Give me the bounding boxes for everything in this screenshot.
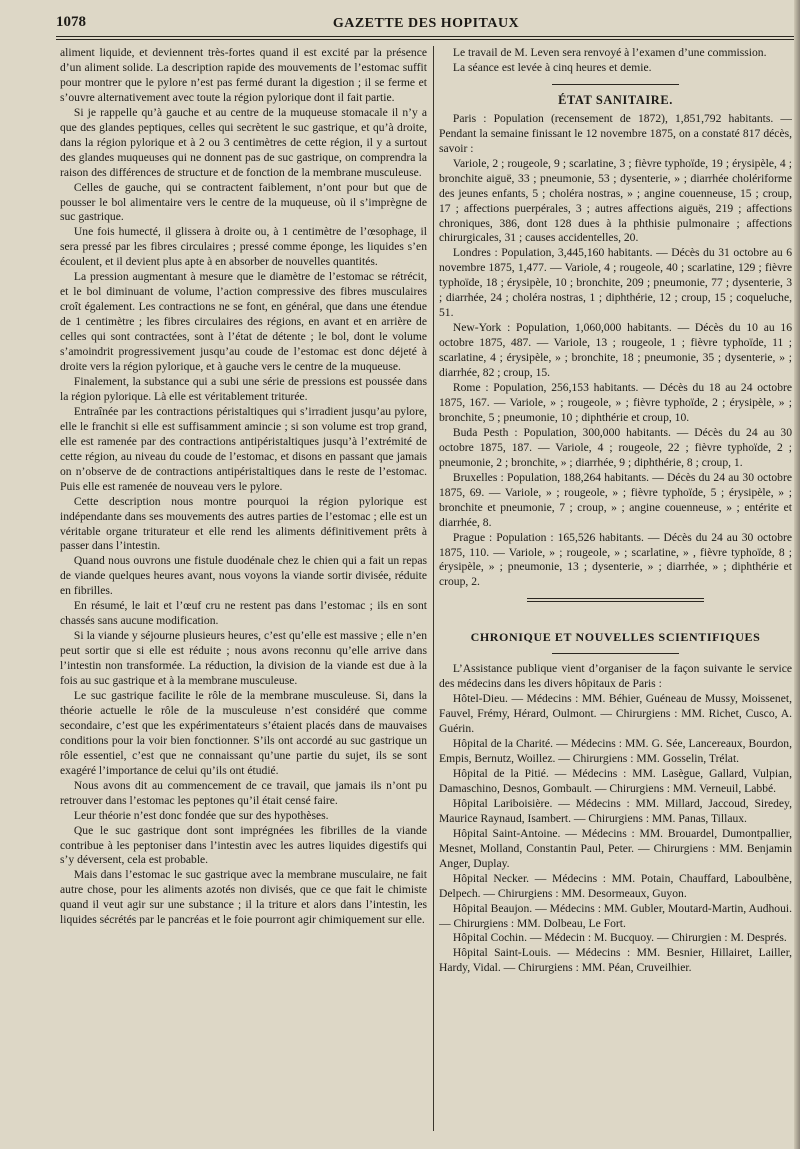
- paragraph: Hôpital de la Pitié. — Médecins : MM. Lasègue, Gallard, Vulpian, Damaschino, Desnos, Gombault. — Chirurgiens : MM. Verneuil, Labbé.: [439, 766, 792, 795]
- paragraph: Variole, 2 ; rougeole, 9 ; scarlatine, 3 ; fièvre typhoïde, 19 ; érysipèle, 4 ; bronchite aiguë, 33 ; pneumonie, 53 ; dysenterie, » ; diarrhée cholériforme des jeunes enfants, 5 ; choléra nostras, » ; angine couenneuse, 15 ; croup, 17 ; affections puerpérales, 3 ; autres affections aiguës, 219 ; affections chroniques, 386, dont 128 dues à la phthisie pulmonaire ; affections chirurgicales, 31 ; causes accidentelles, 20.: [439, 156, 792, 245]
- column-divider: [433, 46, 434, 1131]
- paragraph: Nous avons dit au commencement de ce travail, que jamais ils n’ont pu retrouver dans l’estomac les peptones qu’il était censé faire.: [60, 778, 427, 807]
- header-rule: [56, 36, 796, 37]
- paragraph: Hôpital Beaujon. — Médecins : MM. Gubler, Moutard-Martin, Audhoui. — Chirurgiens : MM. Dolbeau, Le Fort.: [439, 901, 792, 930]
- intro-paragraph: Le travail de M. Leven sera renvoyé à l’examen d’une commission.: [452, 46, 767, 59]
- page-edge-shadow: [794, 0, 800, 1149]
- header-rule-lower: [56, 39, 796, 40]
- right-column: [439, 46, 792, 1136]
- left-column: [60, 46, 427, 1136]
- paragraph: Hôpital Saint-Antoine. — Médecins : MM. Brouardel, Dumontpallier, Mesnet, Molland, Constantin Paul, Peter. — Chirurgiens : MM. Benjamin Anger, Duplay.: [439, 826, 792, 870]
- paragraph: Rome : Population, 256,153 habitants. — Décès du 18 au 24 octobre 1875, 167. — Variole, » ; rougeole, » ; fièvre typhoïde, 2 ; érysipèle, » ; bronchite, 5 ; pneumonie, 10 ; diphthérie et croup, 10.: [439, 381, 792, 424]
- paragraph: Leur théorie n’est donc fondée que sur des hypothèses.: [73, 808, 329, 822]
- paragraph: Hôpital Saint-Louis. — Médecins : MM. Besnier, Hillairet, Lailler, Hardy, Vidal. — Chirurgiens : MM. Péan, Cruveilhier.: [439, 946, 792, 975]
- paragraph: Hôpital Lariboisière. — Médecins : MM. Millard, Jaccoud, Siredey, Maurice Raynaud, Isambert. — Chirurgiens : MM. Panas, Tillaux.: [439, 796, 792, 825]
- paragraph: Hôpital de la Charité. — Médecins : MM. G. Sée, Lancereaux, Bourdon, Empis, Bernutz, Woillez. — Chirurgiens : MM. Gosselin, Trélat.: [439, 737, 792, 766]
- section-separator: [527, 598, 704, 602]
- paragraph: New-York : Population, 1,060,000 habitants. — Décès du 10 au 16 octobre 1875, 487. — Variole, 13 ; rougeole, 1 ; fièvre typhoïde, 11 ; scarlatine, 4 ; érysipèle, » ; bronchite, 18 ; pneumonie, 35 ; dysenterie, » ; diarrhée, 82 ; croup, 15.: [439, 321, 792, 380]
- paragraph: Hôtel-Dieu. — Médecins : MM. Béhier, Guéneau de Mussy, Moissenet, Fauvel, Frémy, Hérard, Oulmont. — Chirurgiens : MM. Richet, Cusco, A. Guérin.: [439, 692, 792, 736]
- spacer: [439, 610, 792, 624]
- paragraph: Si je rappelle qu’à gauche et au centre de la muqueuse stomacale il n’y a que des glandes peptiques, celles qui secrètent le suc gastrique, et qu’à droite, dans la région pylorique et à 2 ou 3 centimètres de cette région, il y a surtout des glandes muqueuses qui ne donnent pas de suc gastrique, on comprendra la raison des différences de structure et de fonction de la membrane musculeuse.: [60, 105, 427, 179]
- page-header: [56, 14, 796, 34]
- paragraph: En résumé, le lait et l’œuf cru ne restent pas dans l’estomac ; ils en sont chassés sans aucune modification.: [60, 599, 427, 628]
- paragraph: Mais dans l’estomac le suc gastrique avec la membrane musculaire, ne fait autre chose, pour les aliments azotés non divisés, que ce que fait le chimiste quand il veut agir sur une substance ; il la triture et alors dans l’intestin, les liquides sécrétés par le pancréas et le foie pourront agir chimiquement sur elle.: [60, 868, 427, 927]
- paragraph: Bruxelles : Population, 188,264 habitants. — Décès du 24 au 30 octobre 1875, 69. — Variole, » ; rougeole, » ; fièvre typhoïde, 5 ; érysipèle, » ; bronchite et pneumonie, 7 ; croup, » ; angine couenneuse, » ; entérite et diarrhée, 8.: [439, 470, 792, 529]
- paragraph: Celles de gauche, qui se contractent faiblement, n’ont pour but que de pousser le bol alimentaire vers le centre de la muqueuse, où il s’imprègne de suc gastrique.: [60, 180, 427, 224]
- paragraph: Entraînée par les contractions péristaltiques qui s’irradient jusqu’au pylore, elle le franchit si elle est suffisamment amincie ; si son volume est trop grand, elle est ramenée par des contractions antipéristaltiques jusqu’à l’extrémité de cette région, au niveau du coude de l’estomac, et disons en passant que jamais on n’observe de de contractions antipéristaltiques dans le reste de l’estomac. Puis elle est ramenée de nouveau vers le pylore.: [60, 404, 427, 493]
- paragraph: Quand nous ouvrons une fistule duodénale chez le chien qui a fait un repas de viande quelques heures avant, nous voyons la viande sortir divisée, réduite en fibrilles.: [60, 554, 427, 598]
- paragraph: Paris : Population (recensement de 1872), 1,851,792 habitants. — Pendant la semaine finissant le 12 novembre 1875, on a constaté 817 décès, savoir :: [439, 111, 792, 155]
- chronique-title: CHRONIQUE ET NOUVELLES SCIENTIFIQUES: [470, 630, 761, 645]
- paragraph: Si la viande y séjourne plusieurs heures, c’est qu’elle est massive ; elle n’en peut sortir que si elle est réduite ; nous avons reconnu qu’elle arrive dans l’intestin non transformée. La réduction, la division de la viande est due à la fois au suc gastrique et à la membrane musculeuse.: [60, 629, 427, 688]
- paragraph: La pression augmentant à mesure que le diamètre de l’estomac se rétrécit, et le bol diminuant de volume, l’action compressive des fibres musculaires croît également. Les contractions ne se font, en général, que dans une étendue de 1 centimètre ; les fibres circulaires des régions, en avant et en arrière de celles qui sont contractées, sont à l’état de détente ; le bol, dont le volume s’amoindrit progressivement jusqu’au coude de l’estomac est donc déjeté à droite vers la région pylorique, et à gauche vers le centre de la muqueuse.: [60, 270, 427, 374]
- paragraph: Buda Pesth : Population, 300,000 habitants. — Décès du 24 au 30 octobre 1875, 187. — Variole, 4 ; rougeole, 22 ; fièvre typhoïde, 2 ; pneumonie, 2 ; bronchite, » ; diarrhée, 9 ; diphthérie, 8 ; croup, 1.: [439, 425, 792, 469]
- page-number: 1078: [56, 14, 86, 30]
- paragraph: Une fois humecté, il glissera à droite ou, à 1 centimètre de l’œsophage, il sera pressé par les fibres circulaires ; pressé comme éponge, les liquides s’en écoulent, et il devient plus apte à en absorber de nouvelles quantités.: [60, 225, 427, 269]
- paragraph: Le suc gastrique facilite le rôle de la membrane musculeuse. Si, dans la théorie actuelle le rôle de la musculeuse n’est considéré que comme secondaire, c’est que les expérimentateurs s’étaient placés dans de mauvaises conditions pour la voir bien fonctionner. S’ils ont accordé au suc gastrique un rôle essentiel, c’est que ne connaissant qu’une partie du sujet, ils se sont exagéré l’importance de celui qu’ils ont étudié.: [60, 688, 427, 777]
- paragraph: Londres : Population, 3,445,160 habitants. — Décès du 31 octobre au 6 novembre 1875, 1,477. — Variole, 4 ; rougeole, 40 ; scarlatine, 129 ; fièvre typhoïde, 18 ; érysipèle, 10 ; bronchite, 209 ; pneumonie, 77 ; dysenterie, 3 ; diarrhée, 24 ; choléra nostras, 1 ; diphthérie, 12 ; croup, 15 ; coqueluche, 51.: [439, 246, 792, 320]
- paragraph: Finalement, la substance qui a subi une série de pressions est poussée dans la région pylorique. Là elle est véritablement triturée.: [60, 374, 427, 403]
- paragraph: Hôpital Necker. — Médecins : MM. Potain, Chauffard, Laboulbène, Delpech. — Chirurgiens : MM. Desormeaux, Guyon.: [439, 871, 792, 900]
- etat-sanitaire-title: ÉTAT SANITAIRE.: [558, 92, 673, 107]
- paragraph: aliment liquide, et deviennent très-fortes quand il est excité par la présence d’un aliment solide. La description rapide des mouvements de l’estomac suffit pour montrer que le pylore n’est pas fermé durant la digestion ; il se ferme et s’ouvre alternativement avec toute la région pylorique dont il fait partie.: [60, 46, 427, 104]
- paragraph: L’Assistance publique vient d’organiser de la façon suivante le service des médecins dans les divers hôpitaux de Paris :: [439, 662, 792, 691]
- paragraph: Que le suc gastrique dont sont imprégnées les fibrilles de la viande contribue à les peptoniser dans l’intestin avec les autres liquides digestifs qui s’y déversent, cela est probable.: [60, 823, 427, 867]
- section-separator: [552, 653, 679, 654]
- journal-title: GAZETTE DES HOPITAUX: [332, 16, 520, 31]
- paragraph: Cette description nous montre pourquoi la région pylorique est indépendante dans ses mouvements des autres parties de l’estomac ; elle est un véritable organe triturateur et elle rend les aliments définitivement prêts à passer dans l’intestin.: [60, 494, 427, 553]
- session-close: La séance est levée à cinq heures et demie.: [452, 60, 652, 74]
- section-separator: [552, 84, 679, 85]
- paragraph: Hôpital Cochin. — Médecin : M. Bucquoy. — Chirurgien : M. Després.: [452, 931, 787, 945]
- paragraph: Prague : Population : 165,526 habitants. — Décès du 24 au 30 octobre 1875, 110. — Variole, » ; rougeole, » ; scarlatine, » , fièvre typhoïde, 8 ; érysipèle, » ; pneumonie, 13 ; dysenterie, » ; diarrhée, » ; diphthérie et croup, 2.: [439, 530, 792, 589]
